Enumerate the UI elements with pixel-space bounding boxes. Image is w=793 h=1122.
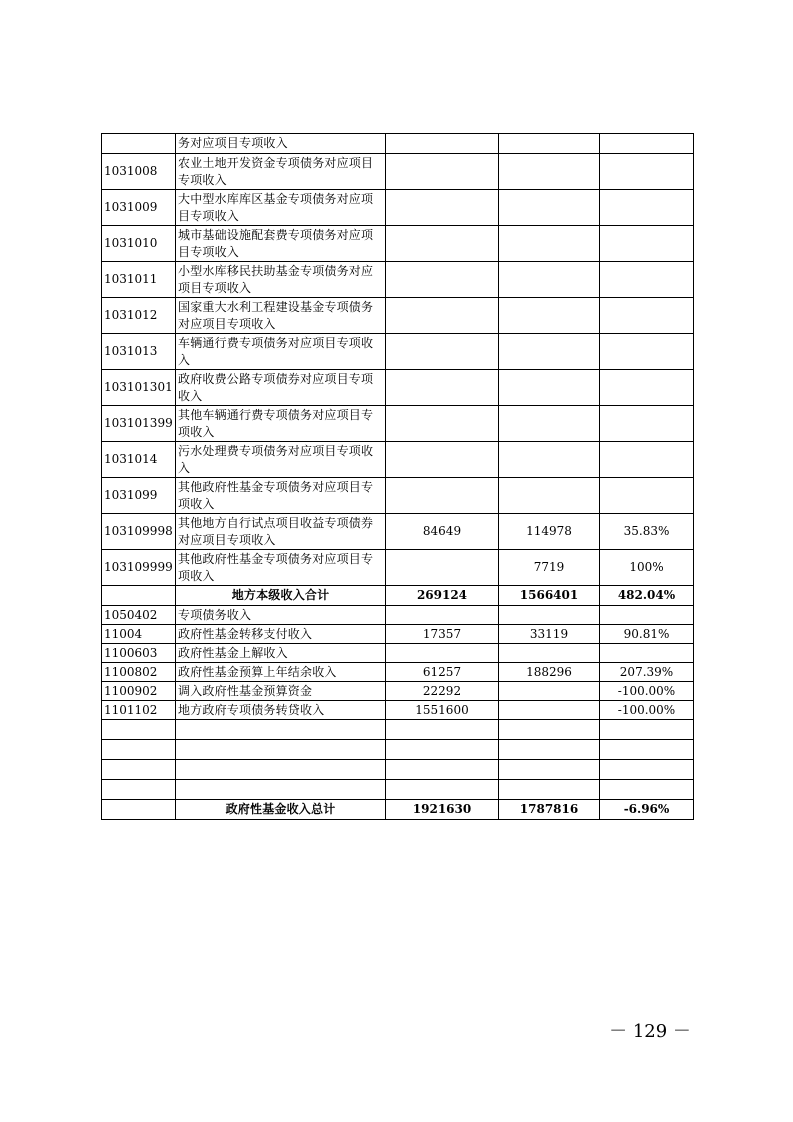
table-row: [102, 550, 694, 586]
change-pct-cell: [600, 760, 694, 780]
value-2023-cell: [386, 442, 499, 478]
value-2023-cell: 22292: [386, 682, 499, 701]
code-cell: 103101399: [102, 406, 176, 442]
value-2024-cell: 7719: [499, 550, 600, 586]
table-row: [102, 586, 694, 606]
value-2024-cell: [499, 442, 600, 478]
table-row: [102, 514, 694, 550]
table-row: [102, 663, 694, 682]
code-cell: [102, 740, 176, 760]
change-pct-cell: [600, 780, 694, 800]
table-row: [102, 406, 694, 442]
code-cell: 1031013: [102, 334, 176, 370]
code-cell: 1031099: [102, 478, 176, 514]
change-pct-cell: [600, 644, 694, 663]
change-pct-cell: [600, 226, 694, 262]
change-pct-cell: 90.81%: [600, 625, 694, 644]
table-row: [102, 740, 694, 760]
value-2023-cell: 269124: [386, 586, 499, 606]
code-cell: 103101301: [102, 370, 176, 406]
value-2023-cell: 1551600: [386, 701, 499, 720]
page-number: － 129 －: [609, 1021, 691, 1042]
name-cell: [176, 740, 386, 760]
name-cell: [176, 720, 386, 740]
name-cell: 政府性基金收入总计: [176, 800, 386, 820]
value-2023-cell: [386, 780, 499, 800]
name-cell: 城市基础设施配套费专项债务对应项目专项收入: [176, 226, 386, 262]
name-cell: 国家重大水利工程建设基金专项债务对应项目专项收入: [176, 298, 386, 334]
change-pct-cell: [600, 262, 694, 298]
value-2024-cell: [499, 190, 600, 226]
name-cell: [176, 760, 386, 780]
value-2024-cell: [499, 334, 600, 370]
table-row: [102, 370, 694, 406]
name-cell: 其他政府性基金专项债务对应项目专项收入: [176, 478, 386, 514]
code-cell: 1100902: [102, 682, 176, 701]
table-row: [102, 606, 694, 625]
code-cell: 1101102: [102, 701, 176, 720]
value-2024-cell: [499, 760, 600, 780]
code-cell: [102, 586, 176, 606]
change-pct-cell: [600, 154, 694, 190]
table-row: [102, 298, 694, 334]
table-row: [102, 262, 694, 298]
value-2023-cell: [386, 298, 499, 334]
value-2024-cell: [499, 154, 600, 190]
table-row: [102, 760, 694, 780]
value-2024-cell: [499, 644, 600, 663]
value-2024-cell: [499, 682, 600, 701]
value-2023-cell: 1921630: [386, 800, 499, 820]
change-pct-cell: [600, 478, 694, 514]
value-2023-cell: [386, 644, 499, 663]
table-row: [102, 625, 694, 644]
change-pct-cell: [600, 406, 694, 442]
change-pct-cell: 207.39%: [600, 663, 694, 682]
value-2024-cell: [499, 406, 600, 442]
code-cell: 1050402: [102, 606, 176, 625]
value-2023-cell: [386, 740, 499, 760]
value-2023-cell: [386, 334, 499, 370]
value-2024-cell: [499, 134, 600, 154]
value-2024-cell: [499, 298, 600, 334]
table-row: [102, 226, 694, 262]
code-cell: [102, 720, 176, 740]
value-2023-cell: [386, 606, 499, 625]
table-row: [102, 682, 694, 701]
name-cell: 地方政府专项债务转贷收入: [176, 701, 386, 720]
code-cell: 103109999: [102, 550, 176, 586]
name-cell: 大中型水库库区基金专项债务对应项目专项收入: [176, 190, 386, 226]
name-cell: 政府收费公路专项债券对应项目专项收入: [176, 370, 386, 406]
change-pct-cell: [600, 334, 694, 370]
name-cell: 其他政府性基金专项债务对应项目专项收入: [176, 550, 386, 586]
table-row: [102, 442, 694, 478]
change-pct-cell: [600, 442, 694, 478]
value-2024-cell: [499, 478, 600, 514]
value-2024-cell: 1787816: [499, 800, 600, 820]
change-pct-cell: [600, 720, 694, 740]
name-cell: 务对应项目专项收入: [176, 134, 386, 154]
change-pct-cell: [600, 298, 694, 334]
name-cell: 小型水库移民扶助基金专项债务对应项目专项收入: [176, 262, 386, 298]
value-2024-cell: [499, 226, 600, 262]
value-2023-cell: [386, 370, 499, 406]
code-cell: [102, 134, 176, 154]
value-2023-cell: 17357: [386, 625, 499, 644]
code-cell: 103109998: [102, 514, 176, 550]
table-row: [102, 644, 694, 663]
table-row: [102, 334, 694, 370]
table-row: [102, 720, 694, 740]
table-row: [102, 134, 694, 154]
value-2023-cell: [386, 154, 499, 190]
code-cell: 1031009: [102, 190, 176, 226]
value-2023-cell: 84649: [386, 514, 499, 550]
change-pct-cell: 35.83%: [600, 514, 694, 550]
code-cell: 1031008: [102, 154, 176, 190]
value-2024-cell: [499, 701, 600, 720]
change-pct-cell: -100.00%: [600, 682, 694, 701]
code-cell: 1031011: [102, 262, 176, 298]
name-cell: 污水处理费专项债务对应项目专项收入: [176, 442, 386, 478]
table-row: [102, 154, 694, 190]
name-cell: 车辆通行费专项债务对应项目专项收入: [176, 334, 386, 370]
name-cell: 专项债务收入: [176, 606, 386, 625]
table-row: [102, 780, 694, 800]
table-row: [102, 478, 694, 514]
name-cell: 调入政府性基金预算资金: [176, 682, 386, 701]
code-cell: 1100802: [102, 663, 176, 682]
value-2023-cell: [386, 720, 499, 740]
value-2024-cell: 188296: [499, 663, 600, 682]
revenue-table: [101, 133, 694, 820]
value-2023-cell: [386, 406, 499, 442]
table-row: [102, 190, 694, 226]
name-cell: 政府性基金预算上年结余收入: [176, 663, 386, 682]
code-cell: [102, 780, 176, 800]
value-2023-cell: [386, 134, 499, 154]
value-2024-cell: [499, 262, 600, 298]
code-cell: 1100603: [102, 644, 176, 663]
name-cell: [176, 780, 386, 800]
value-2024-cell: [499, 720, 600, 740]
change-pct-cell: [600, 606, 694, 625]
value-2024-cell: [499, 780, 600, 800]
name-cell: 政府性基金转移支付收入: [176, 625, 386, 644]
code-cell: 11004: [102, 625, 176, 644]
value-2024-cell: [499, 370, 600, 406]
change-pct-cell: [600, 740, 694, 760]
table-row: [102, 800, 694, 820]
value-2023-cell: [386, 262, 499, 298]
code-cell: 1031014: [102, 442, 176, 478]
table-row: [102, 701, 694, 720]
code-cell: 1031010: [102, 226, 176, 262]
value-2023-cell: [386, 550, 499, 586]
code-cell: [102, 800, 176, 820]
value-2024-cell: [499, 606, 600, 625]
change-pct-cell: -100.00%: [600, 701, 694, 720]
change-pct-cell: [600, 134, 694, 154]
name-cell: 其他地方自行试点项目收益专项债券对应项目专项收入: [176, 514, 386, 550]
change-pct-cell: [600, 370, 694, 406]
change-pct-cell: 482.04%: [600, 586, 694, 606]
value-2024-cell: [499, 740, 600, 760]
value-2023-cell: 61257: [386, 663, 499, 682]
value-2024-cell: 114978: [499, 514, 600, 550]
code-cell: 1031012: [102, 298, 176, 334]
code-cell: [102, 760, 176, 780]
name-cell: 地方本级收入合计: [176, 586, 386, 606]
change-pct-cell: [600, 190, 694, 226]
revenue-table-body: [102, 134, 694, 820]
value-2023-cell: [386, 760, 499, 780]
change-pct-cell: -6.96%: [600, 800, 694, 820]
name-cell: 政府性基金上解收入: [176, 644, 386, 663]
value-2023-cell: [386, 478, 499, 514]
name-cell: 其他车辆通行费专项债务对应项目专项收入: [176, 406, 386, 442]
value-2023-cell: [386, 226, 499, 262]
change-pct-cell: 100%: [600, 550, 694, 586]
value-2023-cell: [386, 190, 499, 226]
name-cell: 农业土地开发资金专项债务对应项目专项收入: [176, 154, 386, 190]
value-2024-cell: 33119: [499, 625, 600, 644]
value-2024-cell: 1566401: [499, 586, 600, 606]
